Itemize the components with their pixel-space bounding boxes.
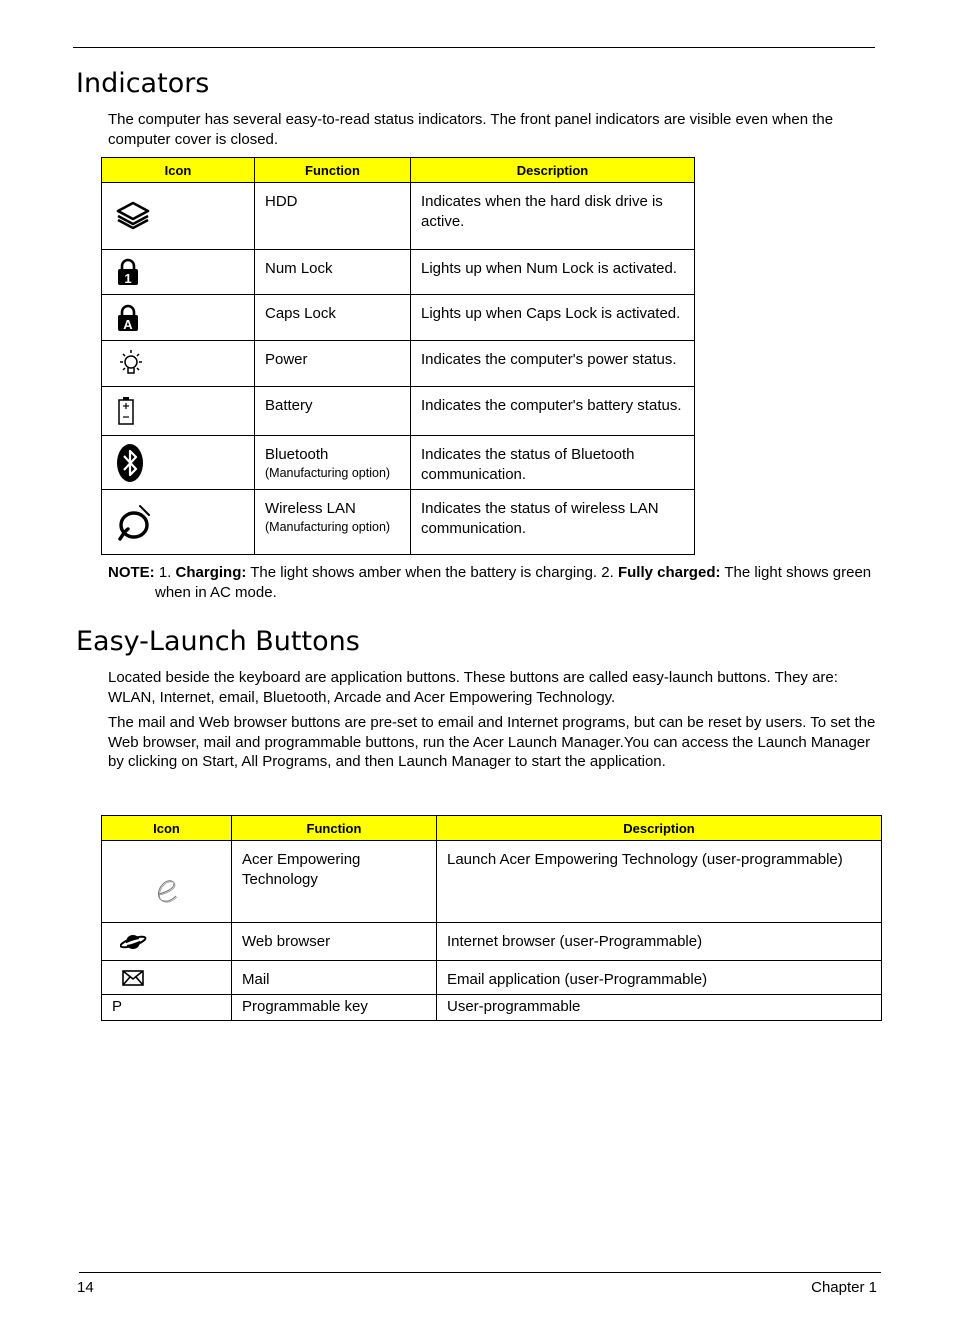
function-label: Power — [265, 351, 308, 368]
function-cell — [255, 250, 411, 295]
function-sublabel: (Manufacturing option) — [265, 465, 391, 480]
table-row — [102, 490, 695, 555]
icon-cell — [102, 183, 255, 250]
icon-cell: P — [102, 995, 232, 1021]
indicators-intro: The computer has several easy-to-read status indicators. The front panel indicators are visible even when the computer cover is closed. — [108, 111, 834, 148]
page-number: 14 — [77, 1279, 94, 1296]
description-cell: Indicates the computer's power status. — [411, 341, 695, 387]
icon-cell — [102, 387, 255, 436]
function-cell: Mail — [232, 961, 437, 995]
function-label: Caps Lock — [265, 305, 336, 322]
charging-note — [108, 563, 878, 602]
table-row — [102, 341, 695, 387]
mail-icon — [122, 970, 144, 986]
table-row — [102, 250, 695, 295]
power-icon — [116, 349, 146, 379]
note-full-text: The light shows green when in AC mode. — [155, 564, 872, 601]
header-icon: Icon — [102, 816, 232, 841]
header-icon: Icon — [102, 158, 255, 183]
description-cell: Indicates the status of wireless LAN communication. — [411, 490, 695, 555]
icon-cell — [102, 250, 255, 295]
function-label: Wireless LAN — [265, 500, 356, 517]
header-function: Function — [232, 816, 437, 841]
battery-icon — [116, 396, 136, 426]
table-row — [102, 841, 882, 923]
function-cell — [255, 341, 411, 387]
table-row — [102, 995, 882, 1021]
note-label: NOTE: — [108, 564, 155, 581]
note-text: 1. — [154, 564, 176, 581]
wireless-lan-icon — [116, 503, 154, 541]
easy-launch-heading: Easy-Launch Buttons — [76, 626, 360, 657]
icon-cell — [102, 436, 255, 490]
function-label: HDD — [265, 193, 298, 210]
header-description: Description — [437, 816, 882, 841]
icon-cell — [102, 341, 255, 387]
note-charging-text: The light shows amber when the battery is charging. 2. — [246, 564, 618, 581]
description-cell: Lights up when Caps Lock is activated. — [411, 295, 695, 341]
icon-cell — [102, 295, 255, 341]
header-function: Function — [255, 158, 411, 183]
note-charging-label: Charging: — [175, 564, 247, 581]
description-cell: Indicates the computer's battery status. — [411, 387, 695, 436]
function-cell: Acer Empowering Technology — [232, 841, 437, 923]
function-cell — [255, 387, 411, 436]
function-sublabel: (Manufacturing option) — [265, 519, 391, 534]
table-row — [102, 387, 695, 436]
function-cell — [255, 436, 411, 490]
table-header-row — [102, 158, 695, 183]
description-cell: Email application (user-Programmable) — [437, 961, 882, 995]
function-label: Battery — [265, 397, 313, 414]
table-row — [102, 183, 695, 250]
bluetooth-icon — [116, 443, 144, 483]
easy-launch-para-1: Located beside the keyboard are application buttons. These buttons are called easy-launch buttons. They are: WLAN, Internet, email, Bluetooth, Arcade and Acer Empowering Technology. — [108, 669, 838, 706]
caps-lock-icon — [116, 304, 140, 332]
table-row — [102, 295, 695, 341]
function-cell — [255, 295, 411, 341]
function-label: Num Lock — [265, 260, 333, 277]
empowering-icon — [152, 877, 182, 905]
description-cell: Lights up when Num Lock is activated. — [411, 250, 695, 295]
header-description: Description — [411, 158, 695, 183]
note-full-label: Fully charged: — [617, 564, 721, 581]
icon-cell — [102, 961, 232, 995]
easy-launch-para-2: The mail and Web browser buttons are pre-set to email and Internet programs, but can be reset by users. To set the Web browser, mail and programmable buttons, run the Acer Launch Manager.You can access the Launch Manager by clicking on Start, All Programs, and then Launch Manager to start the application. — [108, 714, 876, 770]
function-cell — [255, 490, 411, 555]
table-row — [102, 436, 695, 490]
table-header-row — [102, 816, 882, 841]
function-cell: Programmable key — [232, 995, 437, 1021]
description-cell: Indicates the status of Bluetooth communication. — [411, 436, 695, 490]
icon-cell — [102, 490, 255, 555]
num-lock-icon — [116, 258, 140, 286]
icon-cell — [102, 841, 232, 923]
function-cell — [255, 183, 411, 250]
description-cell: Internet browser (user-Programmable) — [437, 923, 882, 961]
indicators-table — [101, 157, 695, 555]
svg-text:A: A — [123, 316, 133, 332]
function-cell: Web browser — [232, 923, 437, 961]
hdd-icon — [116, 201, 150, 231]
web-browser-icon — [120, 932, 148, 952]
description-cell: User-programmable — [437, 995, 882, 1021]
header-rule — [73, 47, 875, 48]
table-row — [102, 961, 882, 995]
icon-cell — [102, 923, 232, 961]
svg-text:1: 1 — [124, 271, 132, 286]
description-cell: Launch Acer Empowering Technology (user-programmable) — [437, 841, 882, 923]
footer-rule — [79, 1272, 881, 1273]
easy-launch-table — [101, 815, 882, 1021]
table-row — [102, 923, 882, 961]
indicators-heading: Indicators — [76, 68, 210, 99]
function-label: Bluetooth — [265, 446, 329, 463]
description-cell: Indicates when the hard disk drive is active. — [411, 183, 695, 250]
chapter-label: Chapter 1 — [811, 1279, 877, 1296]
